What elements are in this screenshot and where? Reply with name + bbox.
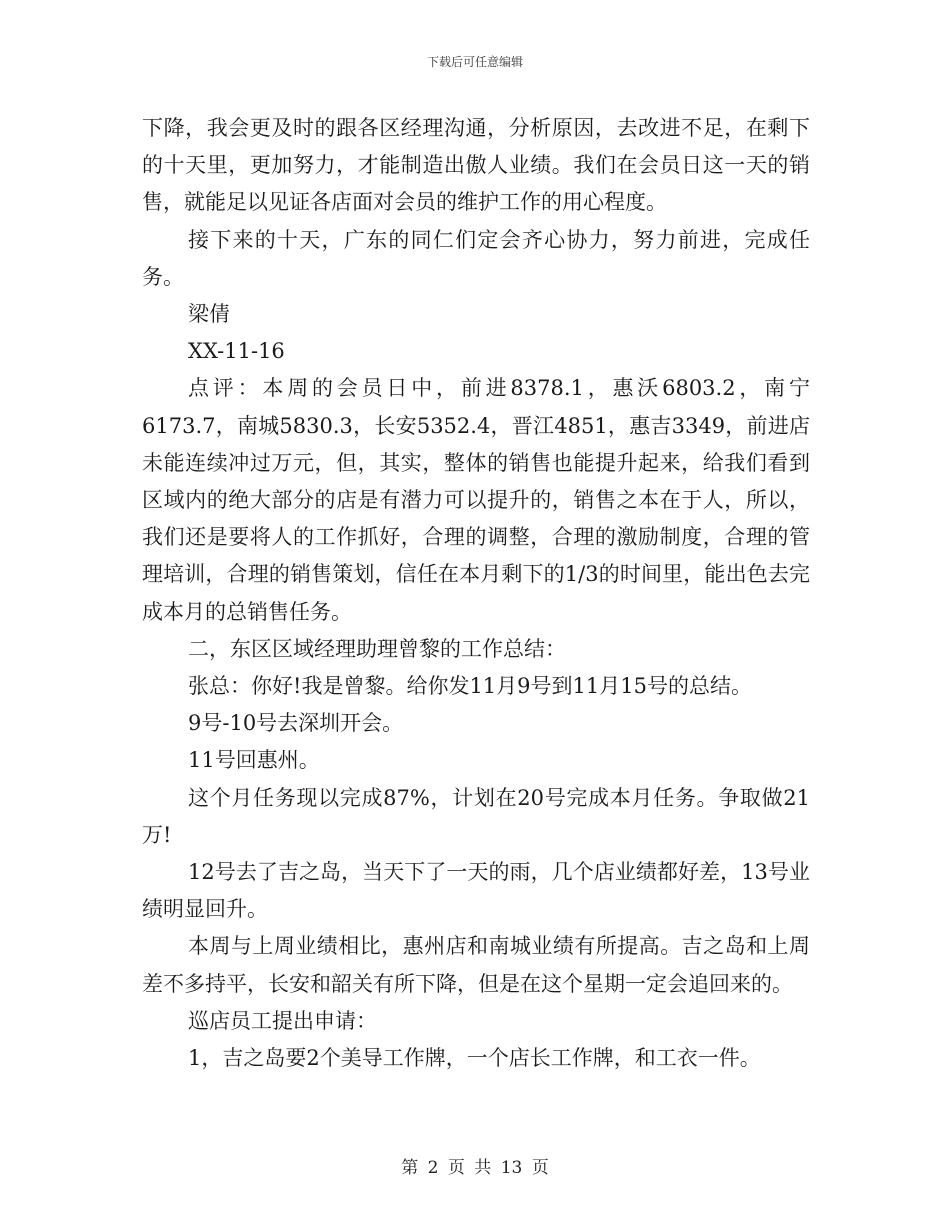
paragraph: 巡店员工提出申请：: [188, 1008, 377, 1033]
page-footer: 第 2 页 共 13 页: [401, 1158, 549, 1178]
paragraph: 下降，我会更及时的跟各区经理沟通，分析原因，去改进不足，在剩下的十天里，更加努力，才能制造出傲人业绩。我们在会员日这一天的销售，就能足以见证各店面对会员的维护工作的用心程度。: [142, 116, 810, 215]
paragraph: 本周与上周业绩相比，惠州店和南城业绩有所提高。吉之岛和上周差不多持平，长安和韶关有所下降，但是在这个星期一定会追回来的。: [142, 934, 810, 996]
paragraph: 9号-10号去深圳开会。: [188, 711, 404, 736]
signature-date: XX-11-16: [188, 339, 285, 364]
paragraph: 1，吉之岛要2个美导工作牌，一个店长工作牌，和工衣一件。: [188, 1046, 761, 1071]
paragraph: 12号去了吉之岛，当天下了一天的雨，几个店业绩都好差，13号业绩明显回升。: [142, 860, 810, 922]
paragraph: 张总：你好!我是曾黎。给你发11月9号到11月15号的总结。: [188, 674, 752, 699]
paragraph: 接下来的十天，广东的同仁们定会齐心协力，努力前进，完成任务。: [142, 227, 810, 289]
paragraph: 这个月任务现以完成87%，计划在20号完成本月任务。争取做21万!: [142, 785, 810, 847]
signature-name: 梁倩: [188, 302, 230, 327]
paragraph: 11号回惠州。: [188, 748, 320, 773]
paragraph: 点评：本周的会员日中，前进8378.1，惠沃6803.2，南宁6173.7，南城5830.3，长安5352.4，晋江4851，惠吉3349，前进店未能连续冲过万元，但，其实，整体的销售也能提升起来，给我们看到区域内的绝大部分的店是有潜力可以提升的，销售之本在于人，所以，我们还是要将人的工作抓好，合理的调整，合理的激励制度，合理的管理培训，合理的销售策划，信任在本月剩下的1/3的时间里，能出色去完成本月的总销售任务。: [142, 376, 810, 624]
page-header: 下载后可任意编辑: [426, 55, 523, 69]
document-body: [142, 110, 810, 1077]
section-heading: 二，东区区域经理助理曾黎的工作总结：: [188, 636, 566, 661]
